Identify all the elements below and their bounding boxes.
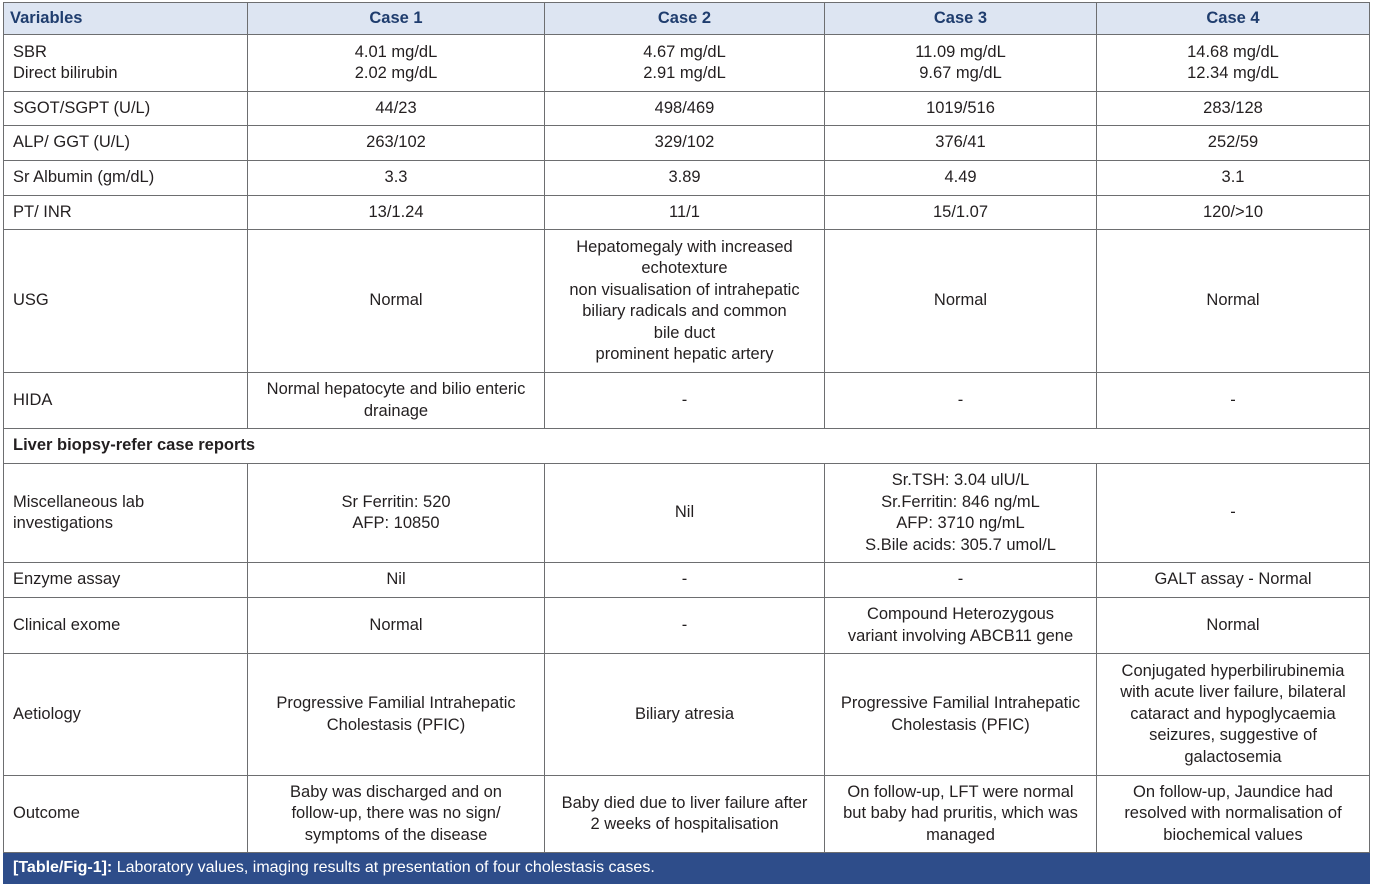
cell-case-2: 3.89 [545, 161, 825, 196]
cell-case-1: 44/23 [248, 92, 545, 126]
cell-case-4: 3.1 [1097, 161, 1370, 196]
cell-case-2: Baby died due to liver failure after 2 weeks of hospitalisation [545, 776, 825, 853]
row-aetiology [4, 654, 1370, 776]
cell-case-4: Normal [1097, 230, 1370, 373]
row-label: Clinical exome [4, 598, 248, 654]
cell-case-2: Nil [545, 464, 825, 563]
row-label: Enzyme assay [4, 563, 248, 598]
row-label: ALP/ GGT (U/L) [4, 126, 248, 161]
row-hida [4, 373, 1370, 429]
cell-case-1: 3.3 [248, 161, 545, 196]
caption-tag: [Table/Fig-1]: [13, 859, 113, 877]
cell-case-3: - [825, 373, 1097, 429]
cell-case-4: 14.68 mg/dL 12.34 mg/dL [1097, 35, 1370, 92]
cell-case-3: Normal [825, 230, 1097, 373]
header-case-4: Case 4 [1097, 3, 1370, 35]
cell-case-1: Baby was discharged and on follow-up, there was no sign/ symptoms of the disease [248, 776, 545, 853]
cell-case-2: - [545, 373, 825, 429]
cell-case-2: 498/469 [545, 92, 825, 126]
cell-case-3: 1019/516 [825, 92, 1097, 126]
cell-case-2: 4.67 mg/dL 2.91 mg/dL [545, 35, 825, 92]
caption-text: Laboratory values, imaging results at presentation of four cholestasis cases. [112, 859, 655, 877]
lab-values-table [3, 2, 1370, 884]
row-label: SBR Direct bilirubin [4, 35, 248, 92]
row-pt-inr [4, 196, 1370, 230]
cell-case-3: 11.09 mg/dL 9.67 mg/dL [825, 35, 1097, 92]
cell-case-4: - [1097, 373, 1370, 429]
cell-case-1: Normal [248, 598, 545, 654]
cell-case-4: - [1097, 464, 1370, 563]
cell-case-1: Normal hepatocyte and bilio enteric drainage [248, 373, 545, 429]
row-sbr [4, 35, 1370, 92]
cell-case-3: Compound Heterozygous variant involving ABCB11 gene [825, 598, 1097, 654]
row-misc-lab [4, 464, 1370, 563]
cell-case-1: 4.01 mg/dL 2.02 mg/dL [248, 35, 545, 92]
header-case-2: Case 2 [545, 3, 825, 35]
row-label: USG [4, 230, 248, 373]
row-clinical-exome [4, 598, 1370, 654]
cell-case-2: - [545, 598, 825, 654]
cell-case-3: - [825, 563, 1097, 598]
cell-case-1: 263/102 [248, 126, 545, 161]
cell-case-4: 252/59 [1097, 126, 1370, 161]
section-label: Liver biopsy-refer case reports [4, 429, 1370, 464]
cell-case-4: 283/128 [1097, 92, 1370, 126]
cell-case-3: Progressive Familial Intrahepatic Cholestasis (PFIC) [825, 654, 1097, 776]
cell-case-1: Sr Ferritin: 520 AFP: 10850 [248, 464, 545, 563]
row-label: Outcome [4, 776, 248, 853]
cell-case-3: On follow-up, LFT were normal but baby had pruritis, which was managed [825, 776, 1097, 853]
row-label: Miscellaneous lab investigations [4, 464, 248, 563]
cell-case-1: Normal [248, 230, 545, 373]
cell-case-3: 376/41 [825, 126, 1097, 161]
header-variables: Variables [4, 3, 248, 35]
cell-case-3: 4.49 [825, 161, 1097, 196]
cell-case-2: 11/1 [545, 196, 825, 230]
row-label: Sr Albumin (gm/dL) [4, 161, 248, 196]
table-figure [3, 2, 1369, 884]
header-case-1: Case 1 [248, 3, 545, 35]
row-label: Aetiology [4, 654, 248, 776]
header-case-3: Case 3 [825, 3, 1097, 35]
table-caption [4, 853, 1370, 884]
cell-case-3: Sr.TSH: 3.04 ulU/L Sr.Ferritin: 846 ng/mL AFP: 3710 ng/mL S.Bile acids: 305.7 umol/L [825, 464, 1097, 563]
row-usg [4, 230, 1370, 373]
cell-case-2: - [545, 563, 825, 598]
cell-case-1: Progressive Familial Intrahepatic Cholestasis (PFIC) [248, 654, 545, 776]
caption-row [4, 853, 1370, 884]
cell-case-2: Hepatomegaly with increased echotexture non visualisation of intrahepatic biliary radicals and common bile duct prominent hepatic artery [545, 230, 825, 373]
cell-case-4: Conjugated hyperbilirubinemia with acute liver failure, bilateral cataract and hypoglycaemia seizures, suggestive of galactosemia [1097, 654, 1370, 776]
row-label: HIDA [4, 373, 248, 429]
row-sgot [4, 92, 1370, 126]
row-enzyme-assay [4, 563, 1370, 598]
section-row [4, 429, 1370, 464]
cell-case-2: Biliary atresia [545, 654, 825, 776]
row-label: PT/ INR [4, 196, 248, 230]
cell-case-4: GALT assay - Normal [1097, 563, 1370, 598]
row-alp [4, 126, 1370, 161]
cell-case-2: 329/102 [545, 126, 825, 161]
row-albumin [4, 161, 1370, 196]
cell-case-4: On follow-up, Jaundice had resolved with normalisation of biochemical values [1097, 776, 1370, 853]
cell-case-4: 120/>10 [1097, 196, 1370, 230]
row-outcome [4, 776, 1370, 853]
header-row [4, 3, 1370, 35]
cell-case-4: Normal [1097, 598, 1370, 654]
row-label: SGOT/SGPT (U/L) [4, 92, 248, 126]
cell-case-3: 15/1.07 [825, 196, 1097, 230]
cell-case-1: Nil [248, 563, 545, 598]
cell-case-1: 13/1.24 [248, 196, 545, 230]
